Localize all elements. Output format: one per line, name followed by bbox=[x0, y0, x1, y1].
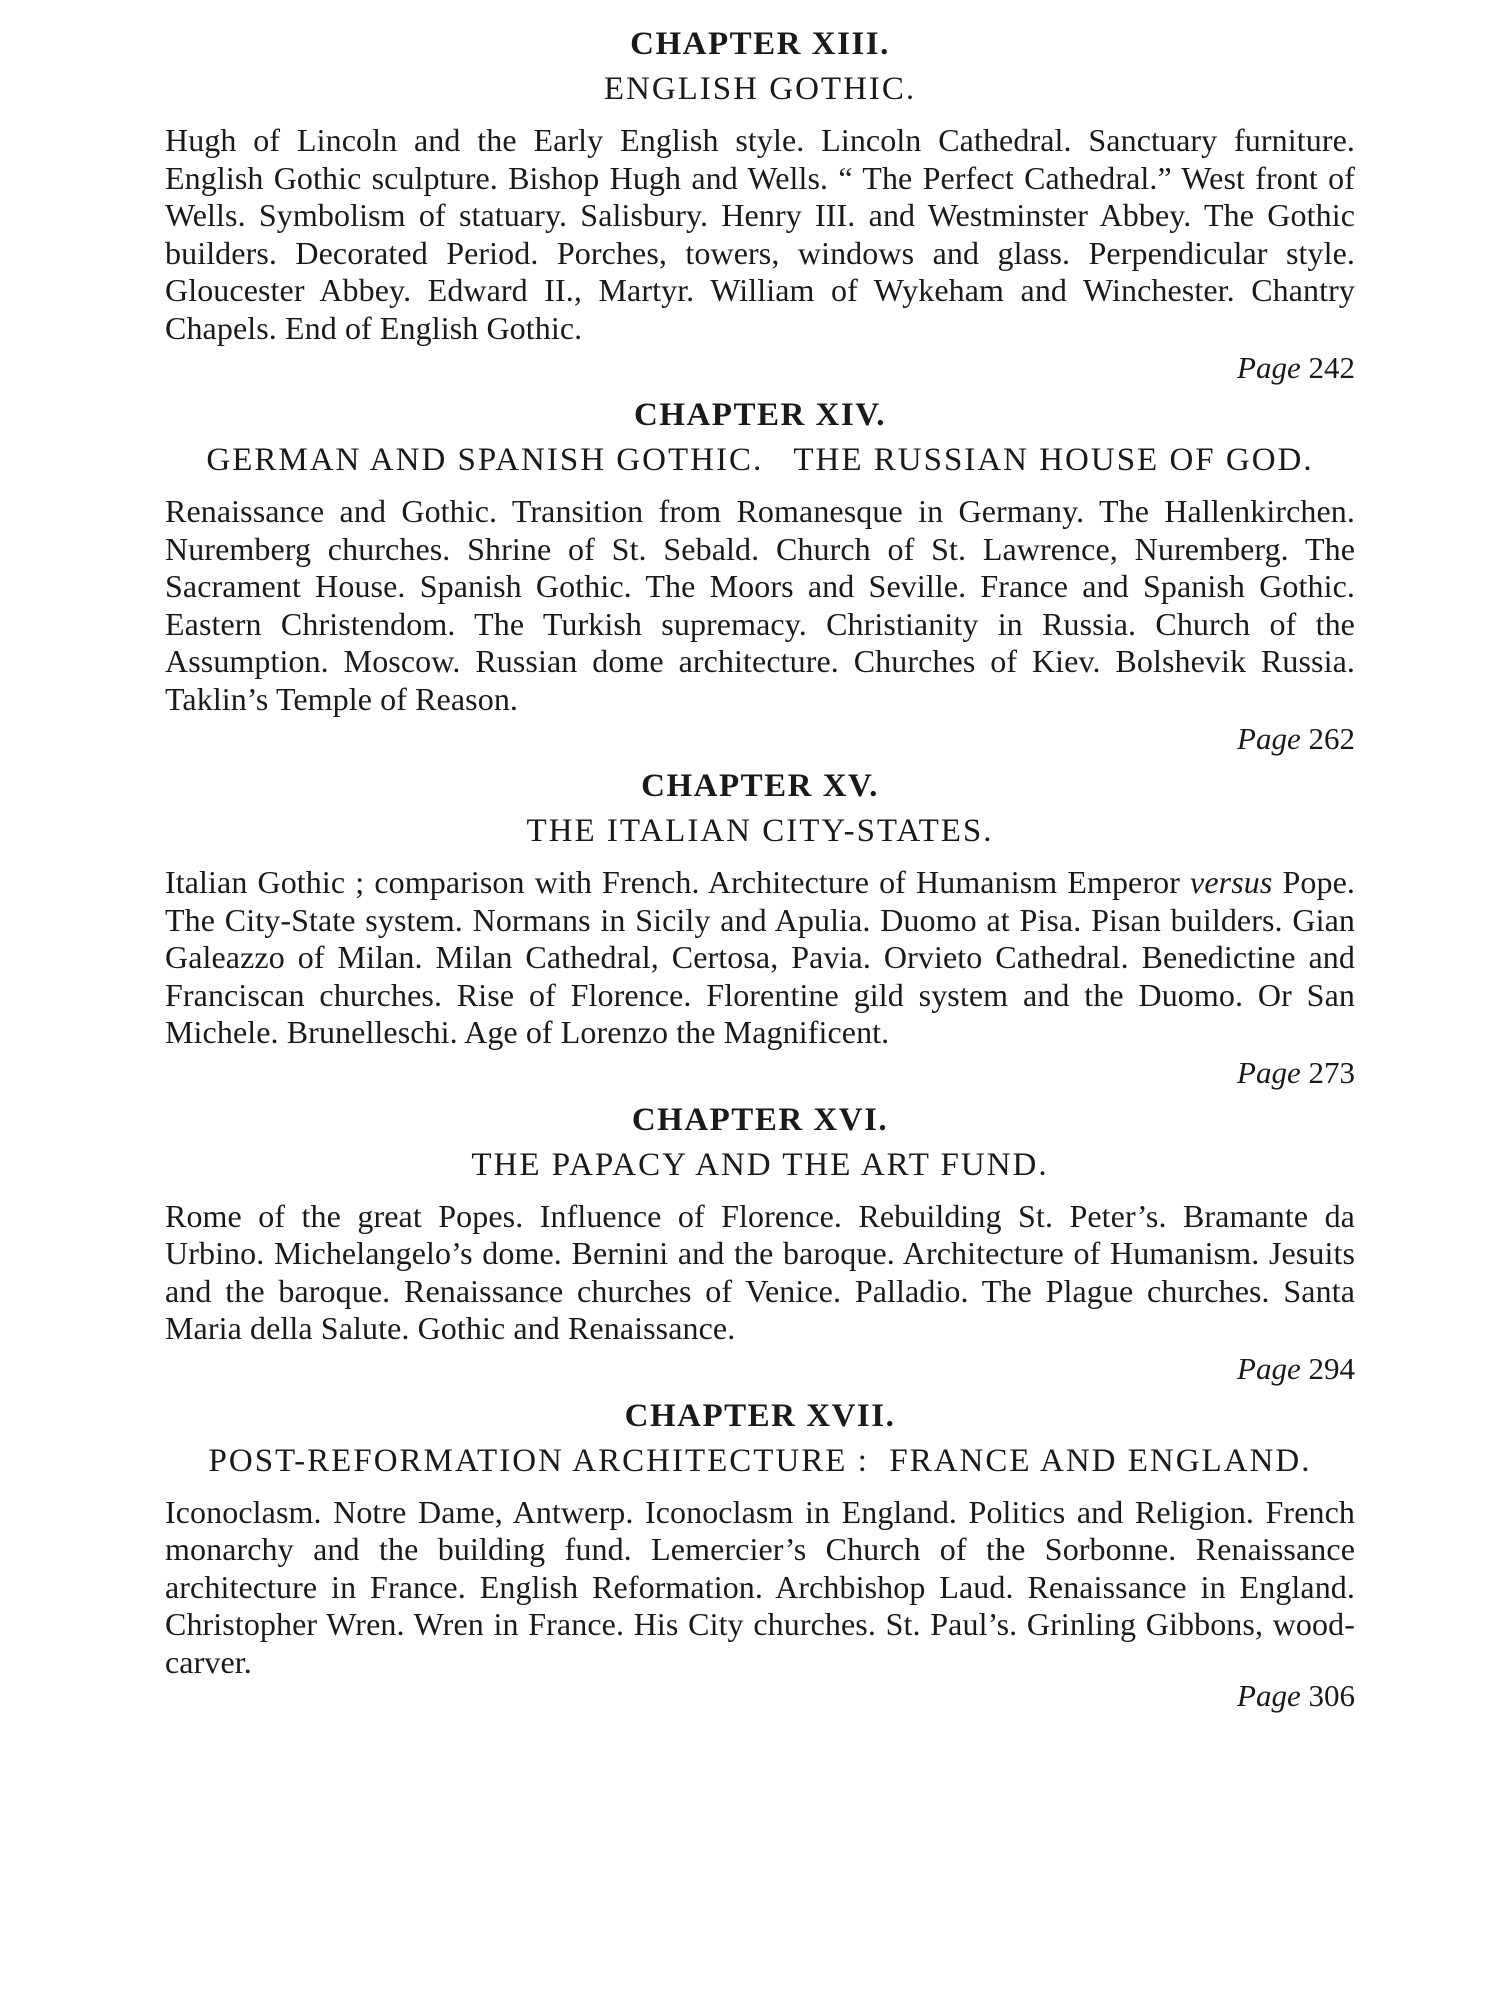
page-word: Page bbox=[1237, 1678, 1301, 1713]
page-reference bbox=[165, 720, 1355, 758]
chapter-xvi bbox=[165, 1098, 1355, 1388]
page-reference bbox=[165, 349, 1355, 387]
page-word: Page bbox=[1237, 350, 1301, 385]
chapter-label: CHAPTER XIV. bbox=[633, 397, 887, 433]
chapter-summary: Renaissance and Gothic. Transition from Romanesque in Germany. The Hallenkirchen. Nuremberg churches. Shrine of St. Sebald. Church of St. Lawrence, Nuremberg. The Sacrament House. Spanish Gothic. The Moors and Seville. France and Spanish Gothic. Eastern Christendom. The Turkish supremacy. Christianity in Russia. Church of the Assumption. Moscow. Russian dome architecture. Churches of Kiev. Bolshevik Russia. Taklin’s Temple of Reason. bbox=[165, 493, 1355, 717]
page-word: Page bbox=[1237, 1054, 1301, 1090]
chapter-summary: Rome of the great Popes. Influence of Florence. Rebuilding St. Peter’s. Bramante da Urbino. Michelangelo’s dome. Bernini and the baroque. Architecture of Humanism. Jesuits and the baroque. Renaissance churches of Venice. Palladio. The Plague churches. Santa Maria della Salute. Gothic and Renaissance. bbox=[165, 1197, 1355, 1346]
page-reference bbox=[165, 1677, 1355, 1715]
page-reference bbox=[165, 1054, 1355, 1092]
page-word: Page bbox=[1237, 721, 1301, 756]
chapter-xiii bbox=[165, 22, 1355, 387]
page-word: Page bbox=[1237, 1350, 1301, 1386]
chapter-summary: Hugh of Lincoln and the Early English style. Lincoln Cathedral. Sanctuary furniture. English Gothic sculpture. Bishop Hugh and Wells. “ The Perfect Cathedral.” West front of Wells. Symbolism of statuary. Salisbury. Henry III. and Westminster Abbey. The Gothic builders. Decorated Period. Porches, towers, windows and glass. Perpendicular style. Gloucester Abbey. Edward II., Martyr. William of Wykeham and Winchester. Chantry Chapels. End of English Gothic. bbox=[165, 122, 1355, 346]
chapter-label: CHAPTER XVI. bbox=[631, 1101, 889, 1138]
page-reference bbox=[165, 1350, 1355, 1388]
contents-page bbox=[165, 22, 1355, 1721]
page-number: 262 bbox=[1308, 721, 1355, 756]
chapter-title: ENGLISH GOTHIC. bbox=[603, 71, 917, 107]
chapter-summary bbox=[165, 864, 1355, 1052]
chapter-xiv bbox=[165, 393, 1355, 758]
page-number: 306 bbox=[1308, 1678, 1355, 1713]
page-number: 294 bbox=[1308, 1350, 1355, 1386]
chapter-title: GERMAN AND SPANISH GOTHIC. THE RUSSIAN HOUSE OF GOD. bbox=[206, 442, 1314, 478]
page-number: 273 bbox=[1308, 1054, 1355, 1090]
chapter-xvii bbox=[165, 1394, 1355, 1716]
chapter-title: THE ITALIAN CITY-STATES. bbox=[526, 813, 994, 849]
summary-text-after: Pope. The City-State system. Normans in Sicily and Apulia. Duomo at Pisa. Pisan builders. Gian Galeazzo of Milan. Milan Cathedral, Certosa, Pavia. Orvieto Cathedral. Benedictine and Franciscan churches. Rise of Florence. Florentine gild system and the Duomo. Or San Michele. Brunelleschi. Age of Lorenzo the Magnificent. bbox=[165, 864, 1355, 1050]
chapter-title: THE PAPACY AND THE ART FUND. bbox=[471, 1146, 1049, 1183]
chapter-label: CHAPTER XV. bbox=[641, 768, 879, 804]
summary-text-before: Italian Gothic ; comparison with French. Architecture of Humanism Emperor bbox=[165, 864, 1191, 900]
page-number: 242 bbox=[1308, 350, 1355, 385]
summary-italic-versus: versus bbox=[1190, 864, 1273, 900]
chapter-xv bbox=[165, 764, 1355, 1092]
chapter-title: POST-REFORMATION ARCHITECTURE : FRANCE AND ENGLAND. bbox=[208, 1442, 1312, 1479]
chapter-label: CHAPTER XIII. bbox=[630, 26, 890, 62]
chapter-label: CHAPTER XVII. bbox=[624, 1397, 896, 1434]
chapter-summary: Iconoclasm. Notre Dame, Antwerp. Iconoclasm in England. Politics and Religion. French monarchy and the building fund. Lemercier’s Church of the Sorbonne. Renaissance architecture in France. English Reformation. Archbishop Laud. Renaissance in England. Christopher Wren. Wren in France. His City churches. St. Paul’s. Grinling Gibbons, wood-carver. bbox=[165, 1493, 1355, 1680]
